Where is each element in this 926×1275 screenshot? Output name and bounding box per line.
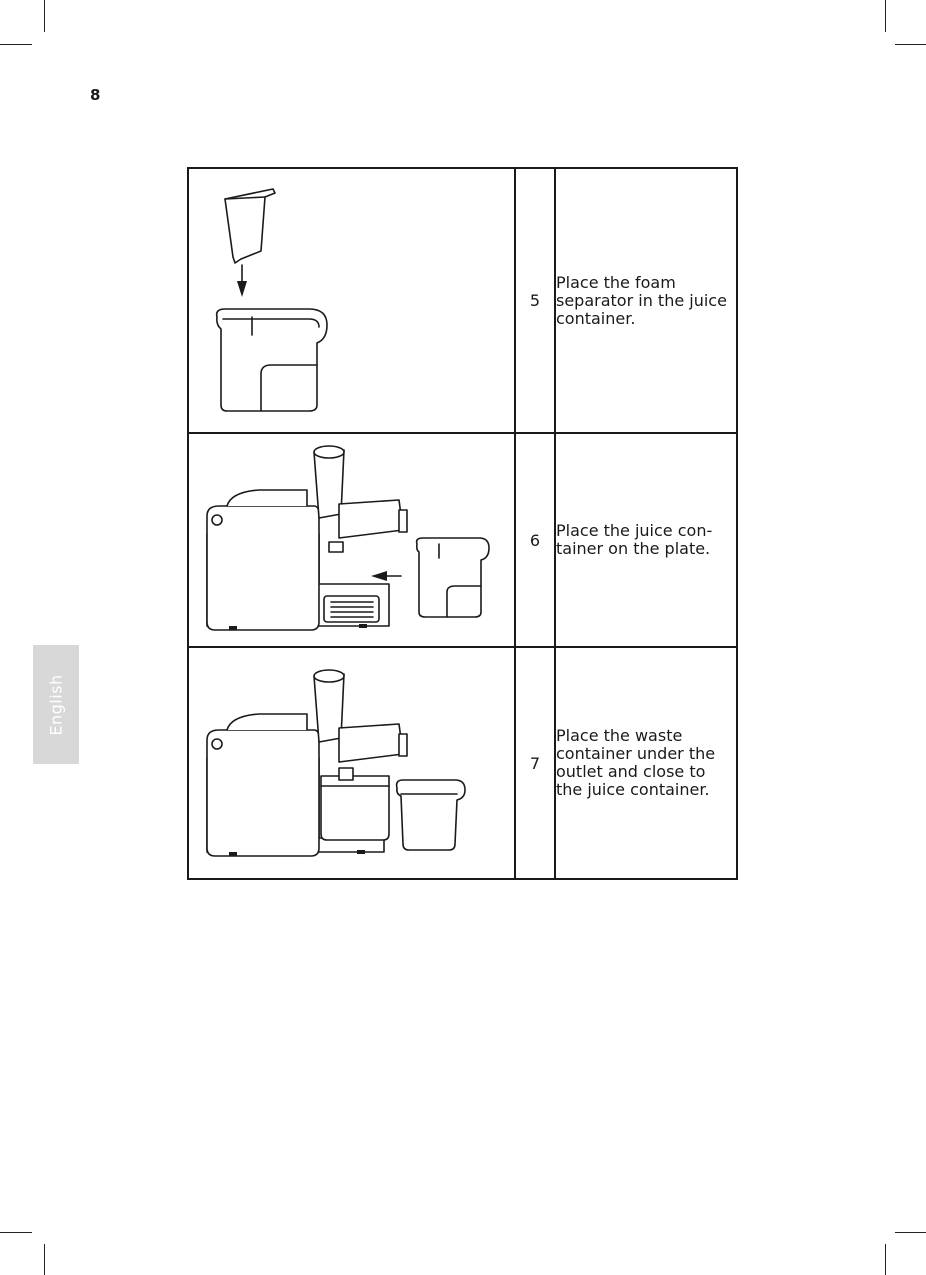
- step-illustration: [188, 168, 515, 433]
- step-row: [188, 168, 737, 433]
- crop-mark: [885, 0, 886, 32]
- crop-mark: [895, 44, 926, 45]
- step-number: 7: [515, 647, 555, 879]
- crop-mark: [44, 1244, 45, 1275]
- step-text: Place the juice con-tainer on the plate.: [555, 433, 737, 647]
- step-number: 6: [515, 433, 555, 647]
- crop-mark: [0, 44, 32, 45]
- step-text: Place the waste container under the outlet and close to the juice container.: [555, 647, 737, 879]
- instruction-table: [187, 167, 738, 880]
- crop-mark: [0, 1232, 32, 1233]
- step-text: Place the foam separator in the juice container.: [555, 168, 737, 433]
- step-row: [188, 433, 737, 647]
- step-illustration: [188, 647, 515, 879]
- page-number: 8: [90, 86, 101, 104]
- language-tab: [33, 645, 79, 764]
- waste-container-illustration: [189, 648, 514, 878]
- step-row: [188, 647, 737, 879]
- foam-separator-illustration: [189, 169, 514, 432]
- juicer-plate-illustration: [189, 434, 514, 646]
- crop-mark: [44, 0, 45, 32]
- crop-mark: [885, 1244, 886, 1275]
- crop-mark: [895, 1232, 926, 1233]
- language-tab-label: English: [46, 673, 66, 736]
- step-number: 5: [515, 168, 555, 433]
- step-illustration: [188, 433, 515, 647]
